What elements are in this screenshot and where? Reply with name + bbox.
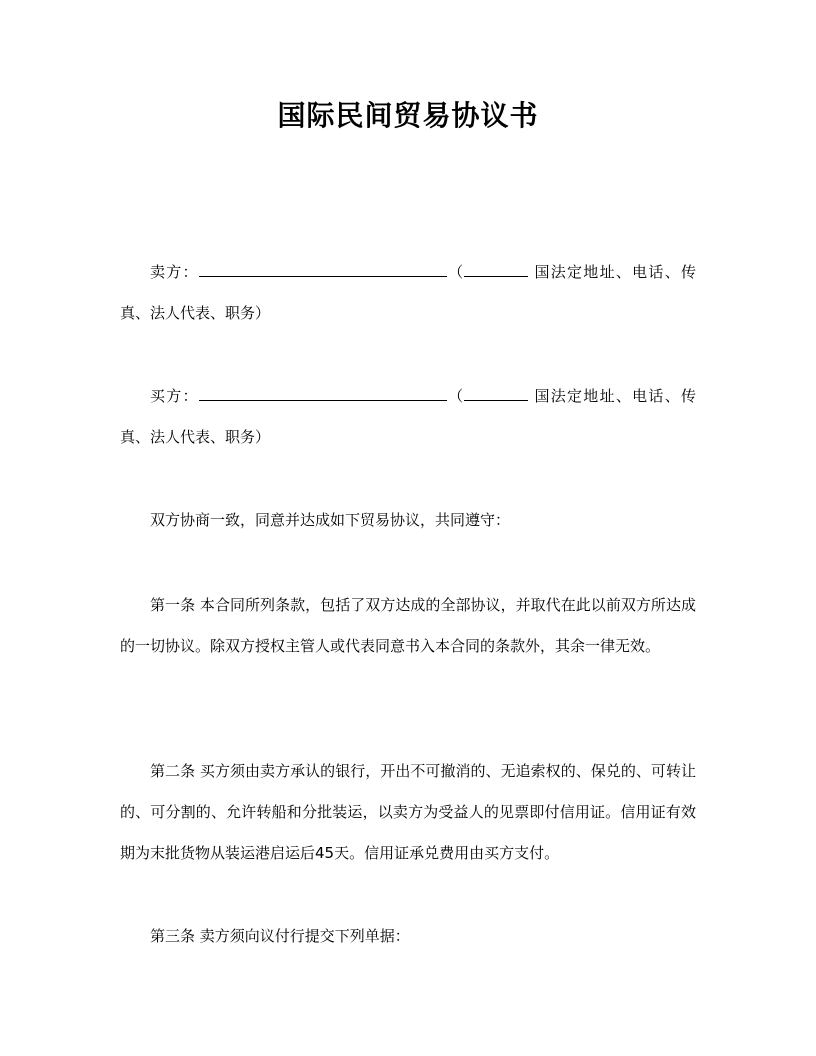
buyer-open-paren: （ <box>446 387 465 405</box>
seller-label: 卖方： <box>150 263 199 281</box>
seller-details-text: 国法定地址、电话、传真、法人代表、职务） <box>120 263 696 322</box>
document-title: 国际民间贸易协议书 <box>277 99 539 132</box>
buyer-name-blank <box>199 385 447 401</box>
buyer-details-text: 国法定地址、电话、传真、法人代表、职务） <box>120 387 696 446</box>
buyer-country-blank <box>464 385 528 401</box>
buyer-label: 买方： <box>150 387 199 405</box>
buyer-paragraph <box>120 376 696 458</box>
article-1-paragraph: 第一条 本合同所列条款，包括了双方达成的全部协议，并取代在此以前双方所达成的一切协议。除双方授权主管人或代表同意书入本合同的条款外，其余一律无效。 <box>120 596 696 655</box>
seller-paragraph <box>120 252 696 334</box>
seller-country-blank <box>464 261 528 277</box>
intro-paragraph: 双方协商一致，同意并达成如下贸易协议，共同遵守： <box>150 511 511 529</box>
seller-open-paren: （ <box>446 263 465 281</box>
seller-name-blank <box>199 261 447 277</box>
article-2-paragraph: 第二条 买方须由卖方承认的银行，开出不可撤消的、无追索权的、保兑的、可转让的、可分割的、允许转船和分批装运，以卖方为受益人的见票即付信用证。信用证有效期为末批货物从装运港启运后45天。信用证承兑费用由买方支付。 <box>120 762 696 862</box>
article-3-paragraph: 第三条 卖方须向议付行提交下列单据： <box>150 927 410 945</box>
